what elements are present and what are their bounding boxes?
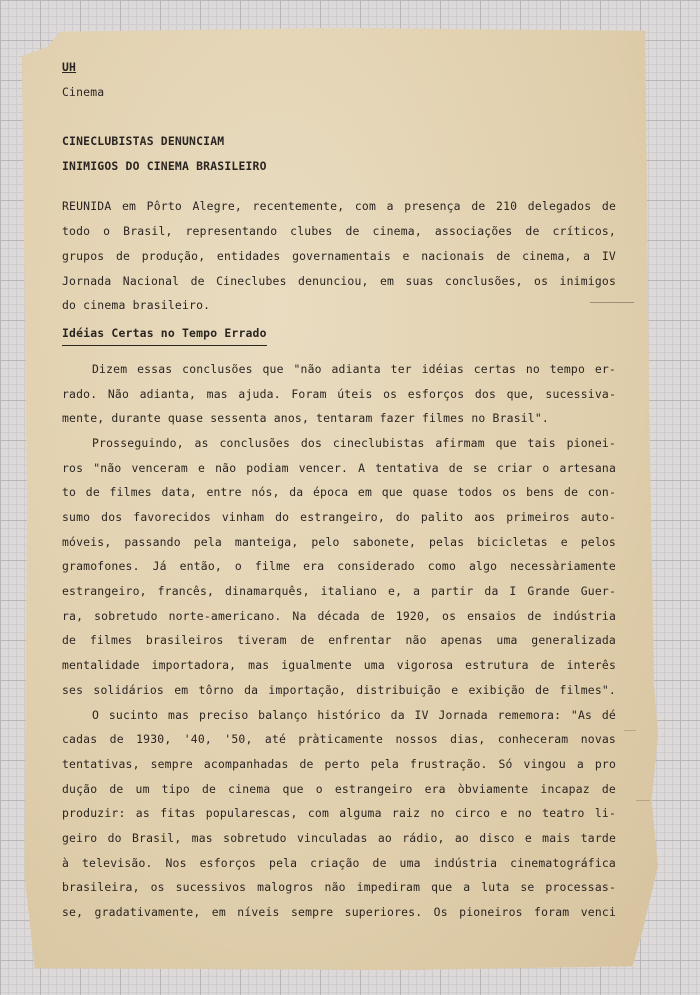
- text-line: produzir: as fitas popularescas, com alguma raiz no circo e no teatro li-: [62, 806, 616, 821]
- lead-paragraph: [62, 194, 616, 317]
- paper-tear-mark: [636, 800, 650, 801]
- text-line: brasileira, os sucessivos malogros não impediram que a luta se processas-: [62, 880, 616, 895]
- paragraph-2: [62, 431, 616, 703]
- text-line: se, gradativamente, em níveis sempre superiores. Os pioneiros foram venci: [62, 905, 616, 919]
- text-line: Dizem essas conclusões que "não adianta ter idéias certas no tempo er-: [92, 361, 616, 376]
- text-line: ra, sobretudo norte-americano. Na década de 1920, os ensaios de indústria: [62, 608, 616, 623]
- lead-line: Jornada Nacional de Cineclubes denunciou, em suas conclusões, os inimigos: [62, 273, 616, 288]
- text-line: O sucinto mas preciso balanço histórico da IV Jornada rememora: "As dé: [92, 707, 616, 722]
- lead-line: do cinema brasileiro.: [62, 298, 211, 313]
- lead-line: grupos de produção, entidades governamentais e nacionais de cinema, a IV: [62, 248, 616, 263]
- text-line: estrangeiro, francês, dinamarquês, italiano e, a partir da I Grande Guer-: [62, 584, 616, 599]
- text-line: cadas de 1930, '40, '50, até pràticamente nossos dias, conheceram novas: [62, 732, 616, 747]
- text-line: sumo dos favorecidos vinham do estrangeiro, do palito aos primeiros auto-: [62, 510, 616, 524]
- text-line: mente, durante quase sessenta anos, tentaram fazer filmes no Brasil".: [62, 411, 549, 426]
- paragraph-1: [62, 357, 616, 431]
- headline-line-2: INIMIGOS DO CINEMA BRASILEIRO: [62, 158, 267, 173]
- text-line: móveis, passando pela manteiga, pelo sabonete, pelas bicicletas e pelos: [62, 534, 616, 549]
- text-line: rado. Não adianta, mas ajuda. Foram úteis os esforços dos que, sucessiva-: [62, 386, 616, 401]
- document-body: [62, 55, 632, 925]
- subheading: Idéias Certas no Tempo Errado: [62, 323, 267, 346]
- text-line: mentalidade importadora, mas igualmente uma vigorosa estrutura de interês: [62, 658, 616, 673]
- text-line: ses solidários em tôrno da importação, distribuição e exibição de filmes".: [62, 682, 616, 697]
- text-line: to de filmes data, entre nós, da época em que quase todos os bens de con-: [62, 485, 616, 500]
- text-line: de filmes brasileiros tiveram de enfrentar não apenas uma generalizada: [62, 633, 616, 648]
- text-line: dução de um tipo de cinema que o estrangeiro era òbviamente incapaz de: [62, 781, 616, 796]
- section-label: Cinema: [62, 84, 105, 99]
- paragraph-3: [62, 703, 616, 925]
- text-line: à televisão. Nos esforços pela criação de uma indústria cinematográfica: [62, 855, 616, 870]
- document-code: UH: [62, 60, 77, 74]
- text-line: gramofones. Já então, o filme era considerado como algo necessàriamente: [62, 559, 616, 574]
- text-line: ros "não venceram e não podiam vencer. A tentativa de se criar o artesana: [62, 460, 616, 475]
- text-line: geiro do Brasil, mas sobretudo vinculadas ao rádio, ao disco e mais tarde: [62, 830, 616, 845]
- text-line: tentativas, sempre acompanhadas de perto pela frustração. Só vingou a pro: [62, 756, 616, 771]
- lead-line: todo o Brasil, representando clubes de cinema, associações de críticos,: [62, 224, 616, 239]
- lead-line: REUNIDA em Pôrto Alegre, recentemente, com a presença de 210 delegados de: [62, 199, 616, 214]
- headline-line-1: CINECLUBISTAS DENUNCIAM: [62, 134, 225, 149]
- text-line: Prosseguindo, as conclusões dos cineclubistas afirmam que tais pionei-: [92, 435, 616, 450]
